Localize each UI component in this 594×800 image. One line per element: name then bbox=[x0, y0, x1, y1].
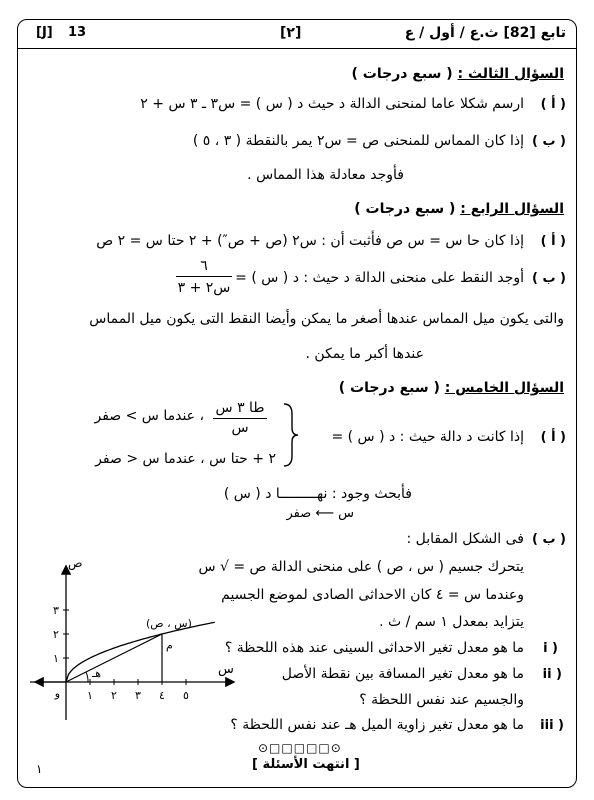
point-coords-label: (س ، ص) bbox=[146, 617, 192, 630]
q5-a-label: ( أ ) bbox=[540, 430, 566, 445]
x-axis-label: س bbox=[218, 662, 234, 677]
origin-label: و bbox=[54, 687, 60, 700]
q5-case1-num: طا ٣ س bbox=[215, 400, 265, 416]
q3-header bbox=[352, 66, 564, 82]
q5-b-intro: فى الشكل المقابل : bbox=[406, 531, 524, 547]
q5-i-text: ما هو معدل تغير الاحداثى السينى عند هذه اللحظة ؟ bbox=[224, 640, 524, 656]
q5-case1-bar bbox=[213, 418, 267, 419]
header-code-number: 13 bbox=[68, 25, 87, 40]
q5-piecewise-brace bbox=[280, 400, 300, 470]
x-tick-5: ٥ bbox=[183, 689, 189, 702]
sqrt-curve bbox=[66, 622, 215, 682]
y-tick-1: ١ bbox=[53, 652, 59, 665]
y-tick-2: ٢ bbox=[53, 628, 59, 641]
q4-frac-den: س٢ + ٣ bbox=[177, 280, 231, 296]
angle-arc bbox=[86, 672, 88, 682]
q5-b-label: ( ب ) bbox=[531, 532, 566, 547]
q4-b-text: أوجد النقط على منحنى الدالة د حيث : د ( س ) = bbox=[235, 270, 524, 286]
q5-limit-sub: س ⟵ صفر bbox=[286, 506, 354, 521]
q5-i-label: i ) bbox=[543, 641, 558, 656]
q5-case2: ٢ + حتا س ، عندما س < صفر bbox=[95, 451, 276, 467]
header-exam-code: تابع [82] ث.ع / أول / ع bbox=[404, 25, 566, 41]
q5-case1-cond: ، عندما س > صفر bbox=[94, 408, 204, 424]
header-page-number: [٢] bbox=[280, 25, 302, 41]
origin-to-point-line bbox=[66, 634, 162, 682]
footer-page-number: ١ bbox=[36, 762, 43, 776]
x-tick-3: ٣ bbox=[135, 689, 141, 702]
q5-iii-text: ما هو معدل تغير زاوية الميل هـ عند نفس اللحظة ؟ bbox=[230, 717, 524, 733]
q5-limit-text: فأبحث وجود : نهـــــــــا د ( س ) bbox=[223, 486, 412, 502]
q5-ii-text: ما هو معدل تغير المسافة بين نقطة الأصل bbox=[281, 666, 524, 682]
q5-b-line3: يتزايد بمعدل ١ سم / ث . bbox=[379, 614, 524, 630]
q5-case1-den: س bbox=[231, 420, 249, 436]
header-code-box: [J] bbox=[36, 25, 53, 40]
q5-header bbox=[339, 380, 564, 396]
q4-marks: ( سبع درجات ) bbox=[354, 201, 456, 217]
q3-marks: ( سبع درجات ) bbox=[351, 66, 453, 82]
q4-b-text3: عندها أكبر ما يمكن . bbox=[305, 346, 424, 362]
q5-marks: ( سبع درجات ) bbox=[338, 380, 440, 396]
x-tick-2: ٢ bbox=[111, 689, 117, 702]
sqrt-curve-figure bbox=[28, 555, 243, 725]
q5-a-text: إذا كانت د دالة حيث : د ( س ) = bbox=[331, 429, 524, 445]
q5-iii-label: iii ) bbox=[540, 718, 564, 733]
q4-b-label: ( ب ) bbox=[531, 271, 566, 286]
x-tick-1: ١ bbox=[87, 689, 93, 702]
q4-title: السؤال الرابع : bbox=[460, 201, 564, 217]
footer-end-text: [ انتهت الأسئلة ] bbox=[252, 757, 360, 772]
x-tick-4: ٤ bbox=[159, 689, 165, 702]
q5-title: السؤال الخامس : bbox=[444, 380, 564, 396]
q3-title: السؤال الثالث : bbox=[457, 66, 564, 82]
q5-b-line2: وعندما س = ٤ كان الاحداثى الصادى لموضع الجسيم bbox=[221, 587, 524, 603]
q3-b-text: إذا كان المماس للمنحنى ص = س٢ يمر بالنقطة ( ٣ ، ٥ ) bbox=[192, 133, 524, 149]
q3-a-text: ارسم شكلا عاما لمنحنى الدالة د حيث د ( س ) = س٣ ـ ٣ س + ٢ bbox=[140, 96, 524, 112]
y-axis-label: ص bbox=[68, 556, 83, 570]
q4-a-text: إذا كان حا س = س ص فأثبت أن : س٢ (ص + ص″) + ٢ حتا س = ٢ ص bbox=[96, 233, 524, 249]
q5-ii-text2: والجسيم عند نفس اللحظة ؟ bbox=[359, 692, 524, 708]
q3-b-label: ( ب ) bbox=[531, 134, 566, 149]
q3-a-label: ( أ ) bbox=[540, 97, 566, 112]
y-tick-3: ٣ bbox=[53, 604, 59, 617]
q4-frac-bar bbox=[176, 276, 232, 277]
q3-b-text2: فأوجد معادلة هذا المماس . bbox=[247, 167, 404, 183]
q4-header bbox=[354, 201, 564, 217]
angle-label: هـ bbox=[92, 667, 102, 680]
q4-b-text2: والتى يكون ميل المماس عندها أصغر ما يمكن وأيضا النقط التى يكون ميل المماس bbox=[89, 311, 564, 327]
q4-frac-num: ٦ bbox=[200, 258, 208, 274]
point-letter: م bbox=[166, 639, 173, 652]
footer-ornament: ⊙□□□□□⊙ bbox=[258, 741, 342, 755]
q4-a-label: ( أ ) bbox=[540, 234, 566, 249]
q5-b-line1: يتحرك جسيم ( س ، ص ) على منحنى الدالة ص = √ س bbox=[198, 559, 524, 575]
q5-ii-label: ii ) bbox=[542, 667, 562, 682]
